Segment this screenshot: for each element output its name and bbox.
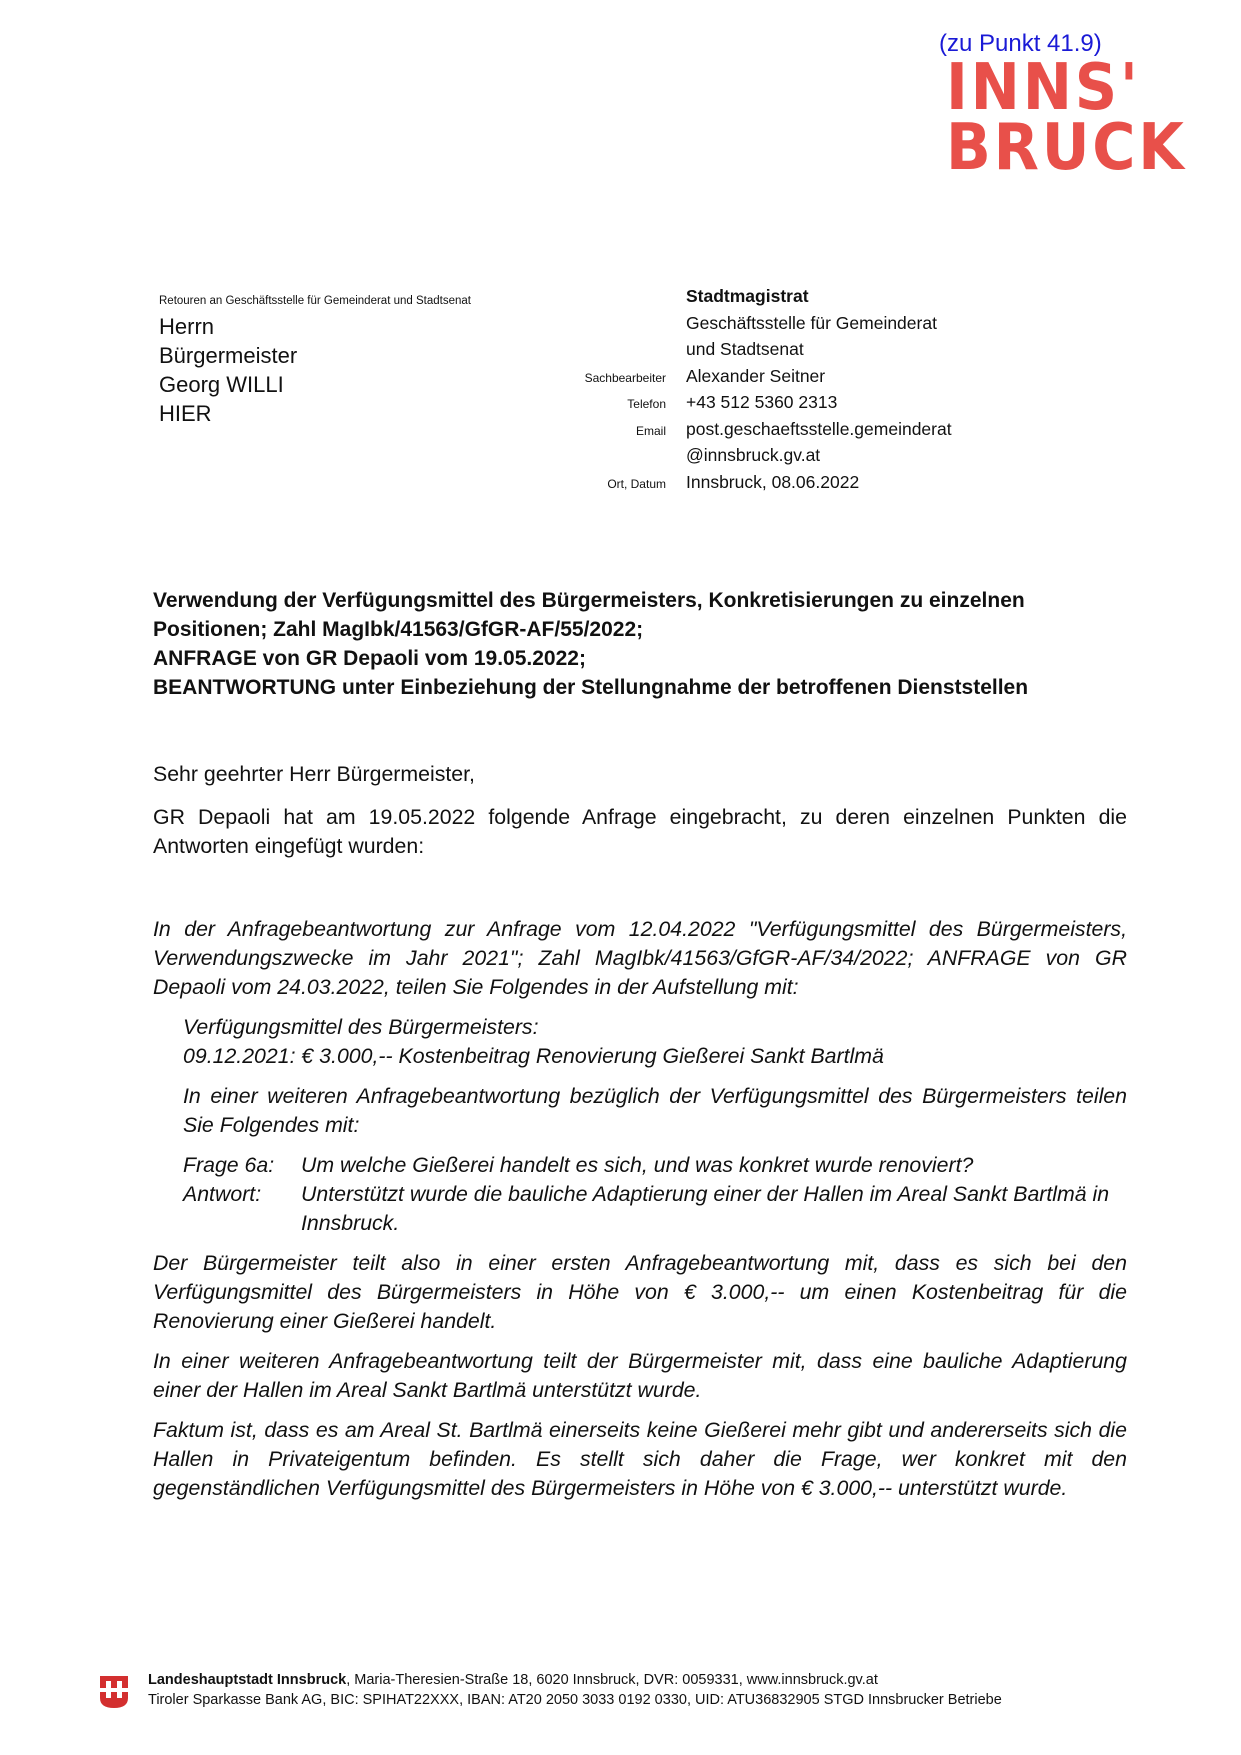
info-label: Sachbearbeiter [584, 370, 666, 385]
quote-item: Verfügungsmittel des Bürgermeisters: [183, 1015, 539, 1039]
subject-line: Verwendung der Verfügungsmittel des Bürgermeisters, Konkretisierungen zu einzelnen Positionen; Zahl MagIbk/41563/GfGR-AF/55/2022; [153, 589, 1025, 641]
city-emblem-bottom-icon [100, 1692, 128, 1708]
answer-text: Unterstützt wurde die bauliche Adaptierung einer der Hallen im Areal Sankt Bartlmä in Innsbruck. [301, 1182, 1110, 1235]
quote-item: 09.12.2021: € 3.000,-- Kostenbeitrag Renovierung Gießerei Sankt Bartlmä [183, 1044, 884, 1068]
recipient-line: Georg WILLI [159, 372, 284, 397]
info-value: +43 512 5360 2313 [686, 392, 838, 412]
agenda-annotation: (zu Punkt 41.9) [939, 30, 1102, 57]
subject-line: ANFRAGE von GR Depaoli vom 19.05.2022; [153, 647, 586, 670]
footer-city: Landeshauptstadt Innsbruck [148, 1672, 347, 1688]
recipient-line: HIER [159, 401, 212, 426]
question-text: Um welche Gießerei handelt es sich, und was konkret wurde renoviert? [301, 1153, 974, 1177]
footer [100, 1670, 1002, 1710]
recipient-line: Herrn [159, 314, 215, 339]
quote-paragraph: Faktum ist, dass es am Areal St. Bartlmä einerseits keine Gießerei mehr gibt und andererseits sich die Hallen in Privateigentum befinden. Es stellt sich daher die Frage, wer konkret mit den gegenständlichen Verfügungsmittel des Bürgermeisters in Höhe von € 3.000,-- unterstützt wurde. [153, 1418, 1127, 1500]
info-value: @innsbruck.gv.at [686, 445, 821, 465]
info-value: Alexander Seitner [686, 365, 826, 386]
quote-item: In einer weiteren Anfragebeantwortung bezüglich der Verfügungsmittel des Bürgermeisters teilen Sie Folgendes mit: [183, 1084, 1127, 1137]
answer-label: Antwort: [183, 1182, 262, 1206]
recipient-address [159, 312, 297, 428]
salutation: Sehr geehrter Herr Bürgermeister, [153, 762, 475, 786]
sender-title: Stadtmagistrat [686, 286, 809, 306]
recipient-line: Bürgermeister [159, 343, 298, 368]
question-label: Frage 6a: [183, 1153, 275, 1177]
logo-line-2: BRUCK [946, 111, 1187, 185]
footer-bank: Tiroler Sparkasse Bank AG, BIC: SPIHAT22XXX, IBAN: AT20 2050 3033 0192 0330, UID: ATU36832905 STGD Innsbrucker Betriebe [148, 1692, 1002, 1708]
subject [153, 586, 1143, 702]
quote-paragraph: In einer weiteren Anfragebeantwortung teilt der Bürgermeister mit, dass eine bauliche Adaptierung einer der Hallen im Areal Sankt Bartlmä unterstützt wurde. [153, 1349, 1127, 1402]
subject-line: BEANTWORTUNG unter Einbeziehung der Stellungnahme der betroffenen Dienststellen [153, 676, 1029, 699]
info-label: Email [635, 423, 666, 438]
info-value: post.geschaeftsstelle.gemeinderat [686, 418, 952, 439]
intro-paragraph: GR Depaoli hat am 19.05.2022 folgende Anfrage eingebracht, zu deren einzelnen Punkten die Antworten eingefügt wurden: [153, 805, 1127, 858]
innsbruck-logo [946, 51, 1187, 185]
quote-paragraph: Der Bürgermeister teilt also in einer ersten Anfragebeantwortung mit, dass es sich bei den Verfügungsmittel des Bürgermeisters in Höhe von € 3.000,-- um einen Kostenbeitrag für die Renovierung einer Gießerei handelt. [153, 1251, 1127, 1333]
info-value: Innsbruck, 08.06.2022 [686, 471, 860, 492]
info-value: Geschäftsstelle für Gemeinderat [686, 312, 937, 333]
info-label: Telefon [627, 397, 666, 411]
logo-line-1: INNS' [946, 51, 1141, 125]
quote-paragraph: In der Anfragebeantwortung zur Anfrage vom 12.04.2022 "Verfügungsmittel des Bürgermeisters, Verwendungszwecke im Jahr 2021"; Zahl MagIbk/41563/GfGR-AF/34/2022; ANFRAGE von GR Depaoli vom 24.03.2022, teilen Sie Folgendes in der Aufstellung mit: [153, 917, 1127, 999]
sender-info [540, 286, 952, 498]
inquiry-quote [153, 915, 1127, 1503]
return-address: Retouren an Geschäftsstelle für Gemeinderat und Stadtsenat [159, 295, 471, 307]
city-emblem-icon [100, 1672, 128, 1688]
footer-address: , Maria-Theresien-Straße 18, 6020 Innsbruck, DVR: 0059331, www.innsbruck.gv.at [346, 1672, 878, 1688]
info-value: und Stadtsenat [686, 339, 804, 359]
info-label: Ort, Datum [607, 476, 666, 491]
